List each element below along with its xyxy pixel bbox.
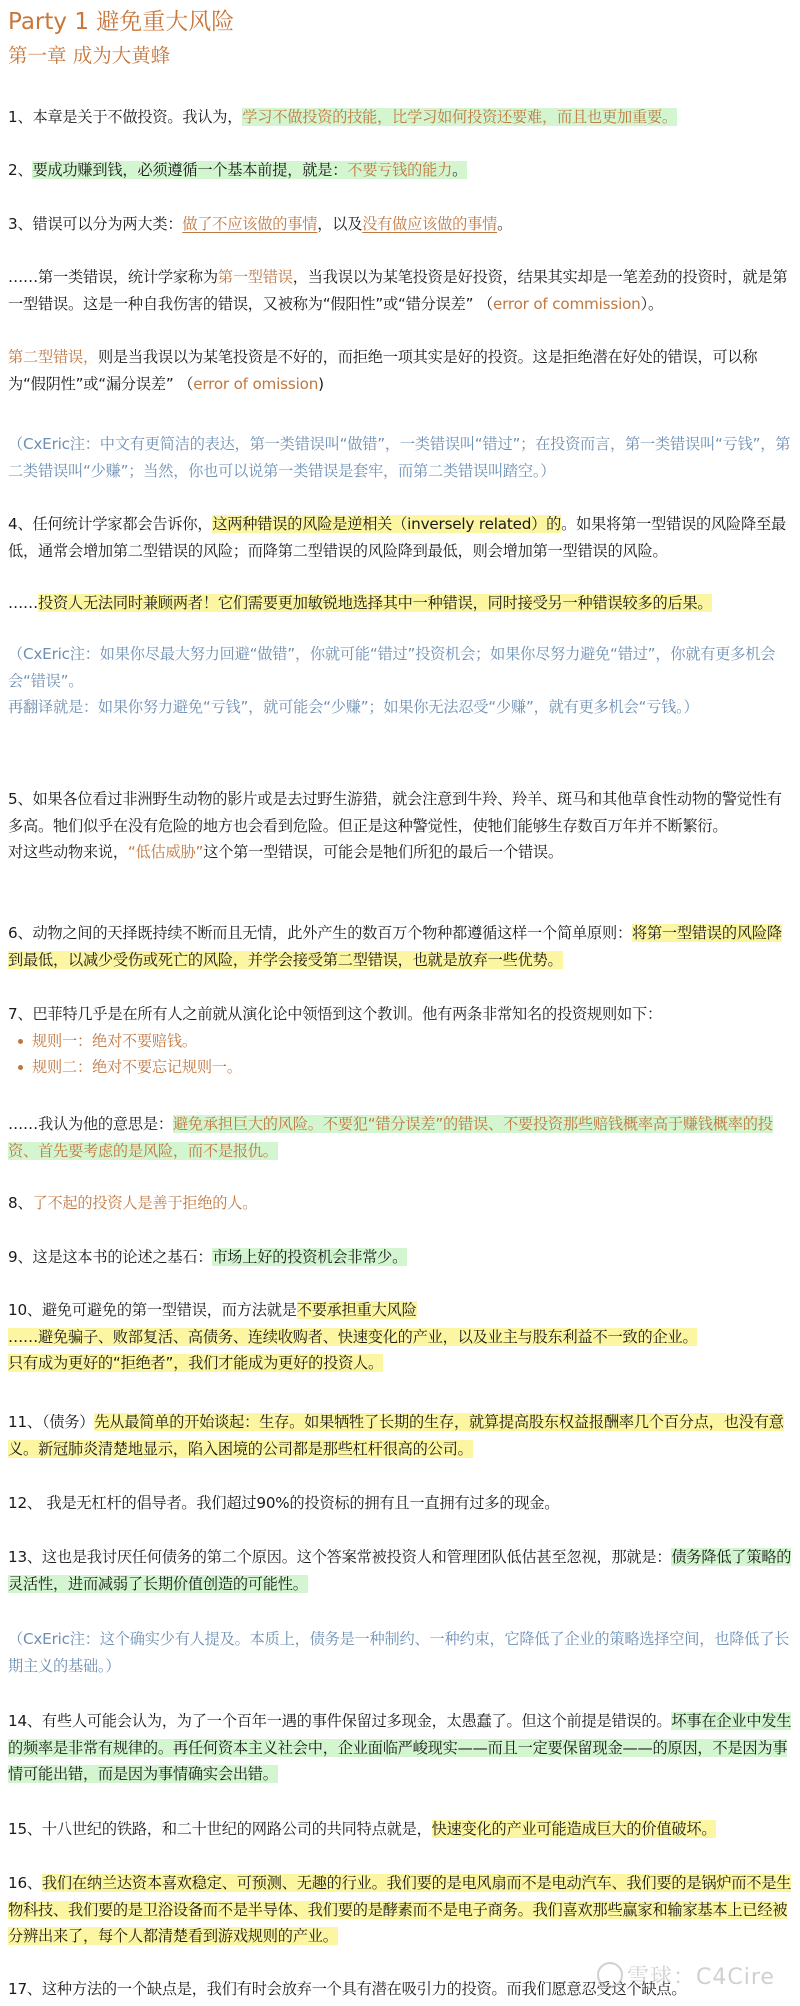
text: 避免骗子、败部复活、高债务、连续收购者、快速变化的产业，以及业主与股东利益不一致的企业。 [37, 1327, 698, 1346]
editor-note-1: （CxEric注：中文有更简洁的表达，第一类错误叫“做错”，一类错误叫“错过”；在投资而言，第一类错误叫“亏钱”，第二类错误叫“少赚”；当然，你也可以说第一类错误是套牢，而第二类错误叫踏空。） [8, 435, 791, 480]
point-10-line-1 [8, 1297, 792, 1324]
point-6-text: 6、动物之间的天择既持续不断而且无情，此外产生的数百万个物种都遵循这样一个简单原则： [8, 924, 632, 942]
rule-text: 规则二：绝对不要忘记规则一。 [32, 1058, 242, 1077]
point-4-rest: 。如果将第一型错误的风险降至最低，通常会增加第二型错误的风险；而降第二型错误的风险降到最低，则会增加第一型错误的风险。 [8, 515, 786, 560]
point-13 [8, 1544, 792, 1597]
point-2-end: 。 [452, 161, 468, 179]
point-14 [8, 1708, 792, 1788]
point-10-line-2 [8, 1324, 792, 1351]
editor-note-3: （CxEric注：这个确实少有人提及。本质上，债务是一种制约、一种约束，它降低了企业的策略选择空间，也降低了长期主义的基础。） [8, 1630, 790, 1675]
editor-note-2 [8, 641, 792, 721]
bullet-icon [18, 1039, 23, 1044]
point-11-highlight: 先从最简单的开始谈起：生存。如果牺牲了长期的生存，就算提高股东权益报酬率几个百分点，也没有意义。新冠肺炎清楚地显示，陷入困境的公司都是那些杠杆很高的公司。 [8, 1413, 784, 1458]
omission-term: error of omission [193, 374, 319, 393]
point-9-text: 9、这是这本书的论述之基石： [8, 1248, 213, 1266]
buffett-rules-list [8, 1028, 792, 1081]
point-16-highlight: 我们在纳兰达资本喜欢稳定、可预测、无趣的行业。我们要的是电风扇而不是电动汽车、我们要的是锅炉而不是生物科技、我们要的是卫浴设备而不是半导体、我们要的是酵素而不是电子商务。我们喜欢那些赢家和输家基本上已经被分辨出来了，每个人都清楚看到游戏规则的产业。 [8, 1874, 792, 1946]
underestimate-threat-term: “低估威胁” [127, 843, 204, 862]
para-highlight: 避免承担巨大的风险。不要犯“错分误差”的错误、不要投资那些赔钱概率高于赚钱概率的投资、首先要考虑的是风险，而不是报仇。 [8, 1115, 773, 1160]
type-two-term: 第二型错误， [8, 348, 98, 366]
point-5-text: 5、如果各位看过非洲野生动物的影片或是去过野生游猎，就会注意到牛羚、羚羊、斑马和其他草食性动物的警觉性有多高。牠们似乎在没有危险的地方也会看到危险。但正是这种警觉性，使牠们能够生存数百万年并不断繁衍。 [8, 790, 782, 835]
point-2-text: 要成功赚到钱，必须遵循一个基本前提，就是： [32, 161, 348, 179]
point-11-text: 11、（债务） [8, 1413, 95, 1431]
point-6 [8, 920, 792, 973]
point-11 [8, 1409, 792, 1462]
point-4-highlight: 这两种错误的风险是逆相关（inversely related）的 [212, 515, 562, 533]
point-10 [8, 1297, 792, 1377]
type-two-error-paragraph [8, 344, 792, 397]
type-one-term: 第一型错误 [217, 268, 293, 286]
para-text: 则是当我误以为某笔投资是不好的，而拒绝一项其实是好的投资。这是拒绝潜在好处的错误，可以称为“假阴性”或“漏分误差” （ [8, 348, 758, 393]
point-4-text: 4、任何统计学家都会告诉你， [8, 515, 213, 533]
para-text: ……第一类错误，统计学家称为 [8, 268, 218, 286]
point-5 [8, 786, 792, 866]
para-text: ，当我误以为某笔投资是好投资，结果其实却是一笔差劲的投资时，就是第一型错误。这是一种自我伤害的错误，又被称为“假阳性”或“错分误差” （ [8, 268, 788, 313]
point-16-num: 16、 [8, 1874, 42, 1892]
point-13-highlight: 债务降低了策略的灵活性，进而减弱了长期价值创造的可能性。 [8, 1548, 792, 1593]
point-14-highlight: 坏事在企业中发生的频率是非常有规律的。再任何资本主义社会中，企业面临严峻现实——而且一定要保留现金——的原因，不是因为事情可能出错，而是因为事情确实会出错。 [8, 1712, 792, 1784]
point-12: 12、 我是无杠杆的倡导者。我们超过90%的投资标的拥有且一直拥有过多的现金。 [8, 1494, 560, 1512]
para-end: ) [318, 374, 324, 393]
para-end: ）。 [640, 294, 664, 313]
ellipsis: …… [8, 594, 38, 612]
point-13-text: 13、这也是我讨厌任何债务的第二个原因。这个答案常被投资人和管理团队低估甚至忽视，那就是： [8, 1548, 672, 1566]
point-9 [8, 1244, 792, 1271]
point-6-highlight: 将第一型错误的风险降到最低，以减少受伤或死亡的风险，并学会接受第二型错误，也就是放弃一些优势。 [8, 924, 782, 969]
point-1 [8, 104, 792, 131]
point-15-text: 15、十八世纪的铁路，和二十世纪的网路公司的共同特点就是， [8, 1820, 432, 1838]
point-3-mid: ，以及 [317, 215, 363, 233]
bullet-icon [18, 1065, 23, 1070]
point-10-line-3 [8, 1350, 792, 1377]
point-3 [8, 211, 792, 238]
point-7-text: 7、巴菲特几乎是在所有人之前就从演化论中领悟到这个教训。他有两条非常知名的投资规则如下： [8, 1005, 662, 1023]
para-text: ……我认为他的意思是： [8, 1115, 173, 1133]
point-3-end: 。 [497, 215, 513, 233]
text: 10、避免可避免的第一型错误，而方法就是 [8, 1301, 297, 1319]
point-8-num: 8、 [8, 1194, 33, 1212]
type-one-error-paragraph [8, 264, 792, 317]
chapter-title: 第一章 成为大黄蜂 [8, 44, 171, 67]
point-3-underline-2: 没有做应该做的事情 [362, 215, 498, 233]
point-7 [8, 1001, 792, 1081]
cannot-have-both-paragraph [8, 590, 792, 617]
text: 这个第一型错误，可能会是牠们所犯的最后一个错误。 [203, 843, 563, 862]
point-9-highlight: 市场上好的投资机会非常少。 [212, 1248, 408, 1266]
watermark [597, 1960, 775, 1991]
point-2-emphasis: 不要亏钱的能力 [347, 161, 453, 179]
point-1-highlight: 学习不做投资的技能，比学习如何投资还要难，而且也更加重要。 [242, 108, 677, 126]
point-3-text: 3、错误可以分为两大类： [8, 215, 183, 233]
rule-item [8, 1028, 792, 1055]
meaning-paragraph [8, 1111, 792, 1164]
point-2 [8, 157, 792, 184]
text: 只有成为更好的“拒绝者”，我们才能成为更好的投资人。 [8, 1354, 384, 1373]
snowball-logo-icon [597, 1962, 623, 1988]
note-line-2: 再翻译就是：如果你努力避免“亏钱”，就可能会“少赚”；如果你无法忍受“少赚”，就有更多机会“亏钱。） [8, 698, 699, 717]
text: 对这些动物来说， [8, 843, 128, 862]
point-15-highlight: 快速变化的产业可能造成巨大的价值破坏。 [431, 1820, 717, 1838]
point-15 [8, 1816, 792, 1843]
point-5-line-2 [8, 839, 792, 866]
commission-term: error of commission [492, 294, 641, 313]
rule-text: 规则一：绝对不要赔钱。 [32, 1031, 197, 1050]
rule-item [8, 1054, 792, 1081]
ellipsis: …… [8, 1327, 38, 1346]
watermark-text: 雪球：C4Cire [627, 1965, 775, 1990]
note-line-1: （CxEric注：如果你尽最大努力回避“做错”，你就可能“错过”投资机会；如果你尽努力避免“错过”，你就有更多机会会“错误”。 [8, 645, 776, 690]
point-10-highlight: 不要承担重大风险 [296, 1301, 417, 1319]
point-8 [8, 1190, 792, 1217]
point-2-num: 2、 [8, 161, 33, 179]
point-1-text: 1、本章是关于不做投资。我认为， [8, 108, 243, 126]
para-highlight: 投资人无法同时兼顾两者！它们需要更加敏锐地选择其中一种错误，同时接受另一种错误较多的后果。 [37, 594, 713, 612]
point-14-text: 14、有些人可能会认为，为了一个百年一遇的事件保留过多现金，太愚蠢了。但这个前提是错误的。 [8, 1712, 672, 1730]
point-17: 17、这种方法的一个缺点是，我们有时会放弃一个具有潜在吸引力的投资。而我们愿意忍受这个缺点。 [8, 1980, 687, 1998]
point-8-emphasis: 了不起的投资人是善于拒绝的人。 [32, 1194, 258, 1212]
point-16 [8, 1870, 792, 1950]
point-3-underline-1: 做了不应该做的事情 [182, 215, 318, 233]
part-title: Party 1 避免重大风险 [8, 9, 235, 35]
point-4 [8, 511, 792, 564]
